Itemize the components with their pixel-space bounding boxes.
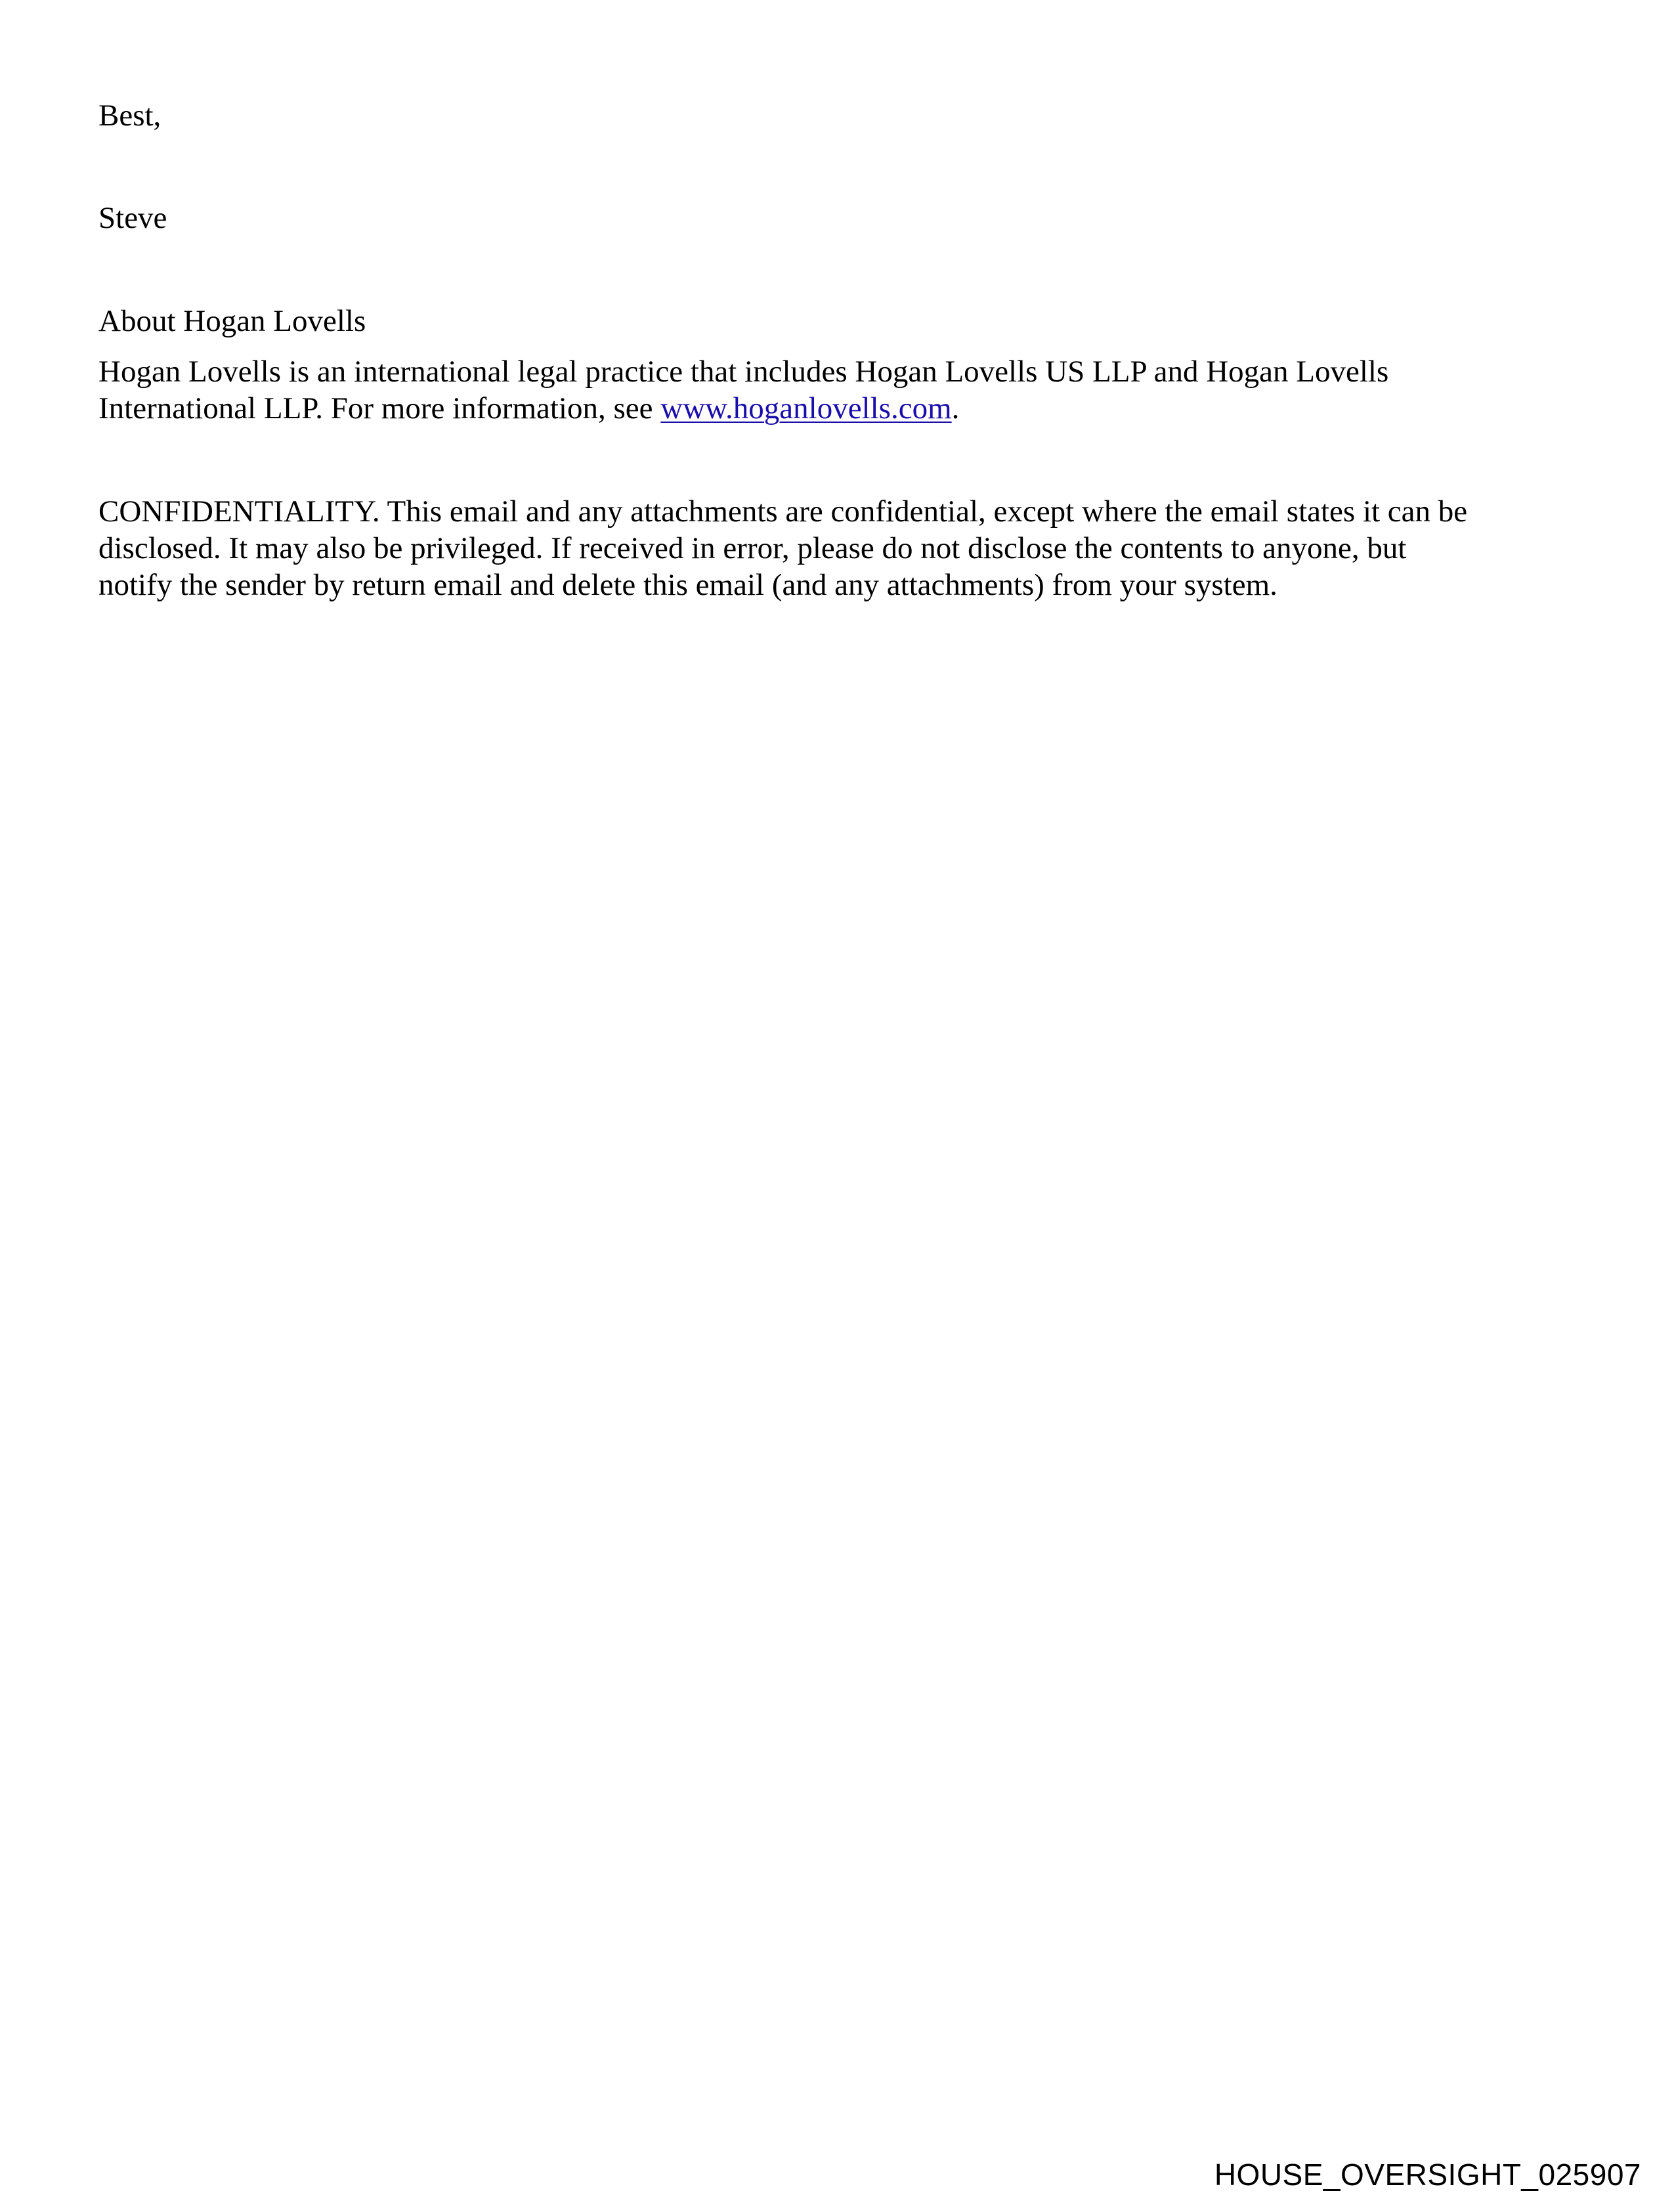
bates-number: HOUSE_OVERSIGHT_025907	[1214, 2158, 1641, 2192]
hoganlovells-website-link[interactable]: www.hoganlovells.com	[660, 391, 952, 425]
email-closing: Best,	[98, 98, 161, 133]
confidentiality-line-2: disclosed. It may also be privileged. If received in error, please do not disclose the contents to anyone, but	[98, 531, 1407, 565]
confidentiality-notice	[98, 493, 1582, 603]
confidentiality-line-1: CONFIDENTIALITY. This email and any attachments are confidential, except where the email states it can be	[98, 494, 1468, 529]
about-line-2-suffix: .	[951, 391, 960, 425]
about-paragraph	[98, 353, 1582, 427]
about-line-2-prefix: International LLP. For more information, see	[98, 391, 661, 425]
about-heading: About Hogan Lovells	[98, 304, 366, 338]
email-signature: Steve	[98, 201, 167, 235]
confidentiality-line-3: notify the sender by return email and delete this email (and any attachments) from your system.	[98, 568, 1277, 602]
about-line-1: Hogan Lovells is an international legal practice that includes Hogan Lovells US LLP and Hogan Lovells	[98, 355, 1389, 389]
about-line-2	[98, 390, 1582, 427]
